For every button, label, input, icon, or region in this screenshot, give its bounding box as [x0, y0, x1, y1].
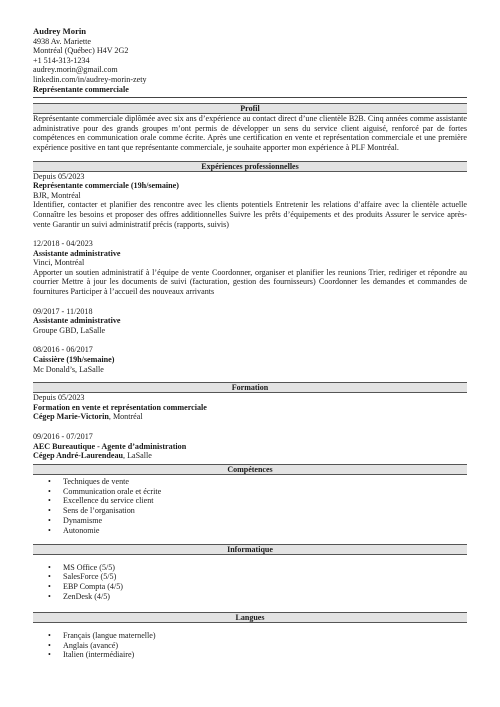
list-item: • ZenDesk (4/5) — [48, 591, 110, 601]
experience-list — [33, 172, 467, 375]
candidate-name: Audrey Morin — [33, 26, 87, 36]
section-title-languages: Langues — [33, 612, 467, 623]
experience-entry — [33, 345, 467, 374]
experience-entry — [33, 172, 467, 230]
list-item: • Excellence du service client — [48, 496, 154, 506]
section-title-profile: Profil — [33, 103, 467, 114]
experience-company: Groupe GBD, LaSalle — [33, 325, 106, 335]
experience-position: Caissière (19h/semaine) — [33, 355, 115, 365]
list-item: • SalesForce (5/5) — [48, 572, 117, 582]
linkedin-link[interactable]: linkedin.com/in/audrey-morin-zety — [33, 74, 147, 84]
list-item: • Italien (intermédiaire) — [48, 650, 135, 660]
bullet-icon: • — [48, 582, 51, 592]
education-school-line — [33, 412, 467, 422]
bullet-icon: • — [48, 650, 51, 660]
bullet-icon: • — [48, 630, 51, 640]
section-title-skills: Compétences — [33, 464, 467, 475]
section-title-experience: Expériences professionnelles — [33, 161, 467, 172]
list-item: • Dynamisme — [48, 515, 103, 525]
bullet-icon: • — [48, 591, 51, 601]
list-item: • Techniques de vente — [48, 476, 129, 486]
experience-description: Apporter un soutien administratif à l’équipe de vente Coordonner, organiser et planifier les reunions Trier, rediriger et répondre au courrier Mettre à jour les documents de suivi (facturation, gestion des fournisseurs) Coordonner les demandes et commandes de fournitures Participer à l’accueil des nouveaux arrivants — [33, 267, 467, 297]
experience-company: Mc Donald’s, LaSalle — [33, 364, 104, 374]
languages-list — [33, 631, 467, 660]
experience-position: Représentante commerciale (19h/semaine) — [33, 181, 179, 191]
education-entry — [33, 393, 467, 422]
experience-entry — [33, 239, 467, 297]
skills-list — [33, 477, 467, 536]
experience-dates: 09/2017 - 11/2018 — [33, 306, 93, 316]
it-skills-list — [33, 563, 467, 602]
list-item: • Anglais (avancé) — [48, 640, 119, 650]
bullet-icon: • — [48, 476, 51, 486]
education-school: Cégep André-Laurendeau — [33, 451, 124, 461]
education-degree: Formation en vente et représentation commerciale — [33, 402, 207, 412]
section-title-education: Formation — [33, 382, 467, 393]
bullet-icon: • — [48, 506, 51, 516]
list-item: • Communication orale et écrite — [48, 486, 162, 496]
email: audrey.morin@gmail.com — [33, 65, 118, 75]
experience-company: Vinci, Montréal — [33, 258, 85, 268]
education-dates: 09/2016 - 07/2017 — [33, 432, 93, 441]
education-list — [33, 393, 467, 461]
bullet-icon: • — [48, 496, 51, 506]
experience-company: BJR, Montréal — [33, 190, 81, 200]
education-school: Cégep Marie-Victorin — [33, 412, 109, 422]
bullet-icon: • — [48, 572, 51, 582]
experience-entry — [33, 307, 467, 336]
bullet-icon: • — [48, 486, 51, 496]
education-school-line — [33, 451, 467, 461]
experience-dates: 08/2016 - 06/2017 — [33, 345, 93, 355]
bullet-icon: • — [48, 515, 51, 525]
list-item: • Sens de l’organisation — [48, 506, 135, 516]
education-degree: AEC Bureautique - Agente d’administration — [33, 441, 187, 451]
bullet-icon: • — [48, 562, 51, 572]
list-item: • Français (langue maternelle) — [48, 630, 156, 640]
education-dates: Depuis 05/2023 — [33, 393, 85, 403]
education-location: , Montréal — [108, 412, 143, 422]
list-item: • EBP Compta (4/5) — [48, 582, 123, 592]
bullet-icon: • — [48, 525, 51, 535]
experience-position: Assistante administrative — [33, 316, 121, 326]
phone: +1 514-313-1234 — [33, 55, 90, 65]
address-line: 4938 Av. Mariette — [33, 36, 91, 46]
bullet-icon: • — [48, 640, 51, 650]
education-entry — [33, 432, 467, 461]
education-location: , LaSalle — [123, 451, 152, 461]
target-role: Représentante commerciale — [33, 84, 129, 94]
section-title-it: Informatique — [33, 544, 467, 555]
contact-block — [33, 37, 467, 85]
list-item: • Autonomie — [48, 525, 100, 535]
experience-dates: Depuis 05/2023 — [33, 171, 85, 181]
experience-position: Assistante administrative — [33, 248, 121, 258]
header-divider — [33, 97, 467, 98]
list-item: • MS Office (5/5) — [48, 562, 116, 572]
profile-summary: Représentante commerciale diplômée avec six ans d’expérience au contact direct d’une clientèle B2B. Cinq années comme assistante administrative pour des grands groupes m’ont permis de développer un sens du service client aiguisé, renforcé par de fortes compétences en communication orale comme écrite. Après une certification en vente et représentation commerciale et une première expérience positive en tant que représentante commerciale, je souhaite apporter mon expérience à PLF Montréal. — [33, 114, 467, 152]
header — [33, 27, 467, 94]
experience-dates: 12/2018 - 04/2023 — [33, 239, 93, 249]
experience-description: Identifier, contacter et planifier des rencontre avec les clients potentiels Entretenir les relations d’affaire avec la clientèle actuelle Connaître les besoins et proposer des offres additionnelles Suivre les prêts d’équipements et des produits Assurer le service après-vente Garantir un suivi administratif précis (rapports, suivis) — [33, 200, 467, 229]
city-line: Montréal (Québec) H4V 2G2 — [33, 46, 129, 56]
